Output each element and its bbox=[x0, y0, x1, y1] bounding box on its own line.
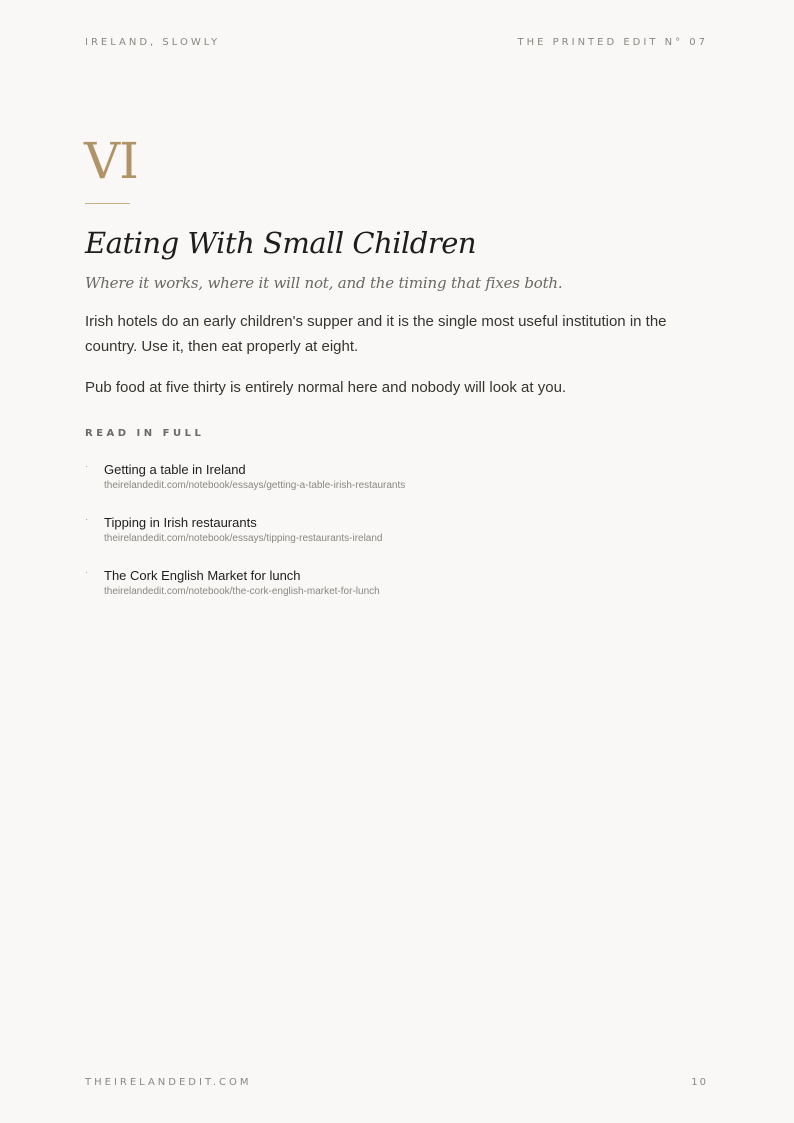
read-in-full-item[interactable] bbox=[85, 567, 705, 620]
bullet-icon: · bbox=[85, 461, 89, 472]
link-title[interactable]: The Cork English Market for lunch bbox=[104, 568, 301, 583]
page-number: 10 bbox=[691, 1077, 708, 1088]
bullet-icon: · bbox=[85, 514, 89, 525]
section-subtitle: Where it works, where it will not, and the timing that fixes both. bbox=[85, 274, 563, 292]
publication-title: IRELAND, SLOWLY bbox=[85, 37, 221, 48]
chapter-numeral: VI bbox=[84, 132, 138, 190]
numeral-divider bbox=[85, 203, 130, 204]
bullet-icon: · bbox=[85, 567, 89, 578]
link-url[interactable]: theirelandedit.com/notebook/essays/tipping-restaurants-ireland bbox=[104, 533, 383, 544]
link-url[interactable]: theirelandedit.com/notebook/the-cork-english-market-for-lunch bbox=[104, 586, 380, 597]
read-in-full-item[interactable] bbox=[85, 514, 705, 567]
body-paragraph: Pub food at five thirty is entirely normal here and nobody will look at you. bbox=[85, 379, 567, 396]
read-in-full-list bbox=[85, 461, 705, 620]
link-title[interactable]: Getting a table in Ireland bbox=[104, 462, 246, 477]
edition-label: THE PRINTED EDIT N° 07 bbox=[517, 37, 708, 48]
site-url: THEIRELANDEDIT.COM bbox=[85, 1077, 252, 1088]
body-paragraph: Irish hotels do an early children's supper and it is the single most useful institution in the country. Use it, then eat properly at eight. bbox=[85, 313, 667, 355]
link-title[interactable]: Tipping in Irish restaurants bbox=[104, 515, 257, 530]
read-in-full-item[interactable] bbox=[85, 461, 705, 514]
section-title: Eating With Small Children bbox=[85, 226, 477, 260]
link-url[interactable]: theirelandedit.com/notebook/essays/getting-a-table-irish-restaurants bbox=[104, 480, 406, 491]
read-in-full-label: READ IN FULL bbox=[85, 428, 205, 439]
